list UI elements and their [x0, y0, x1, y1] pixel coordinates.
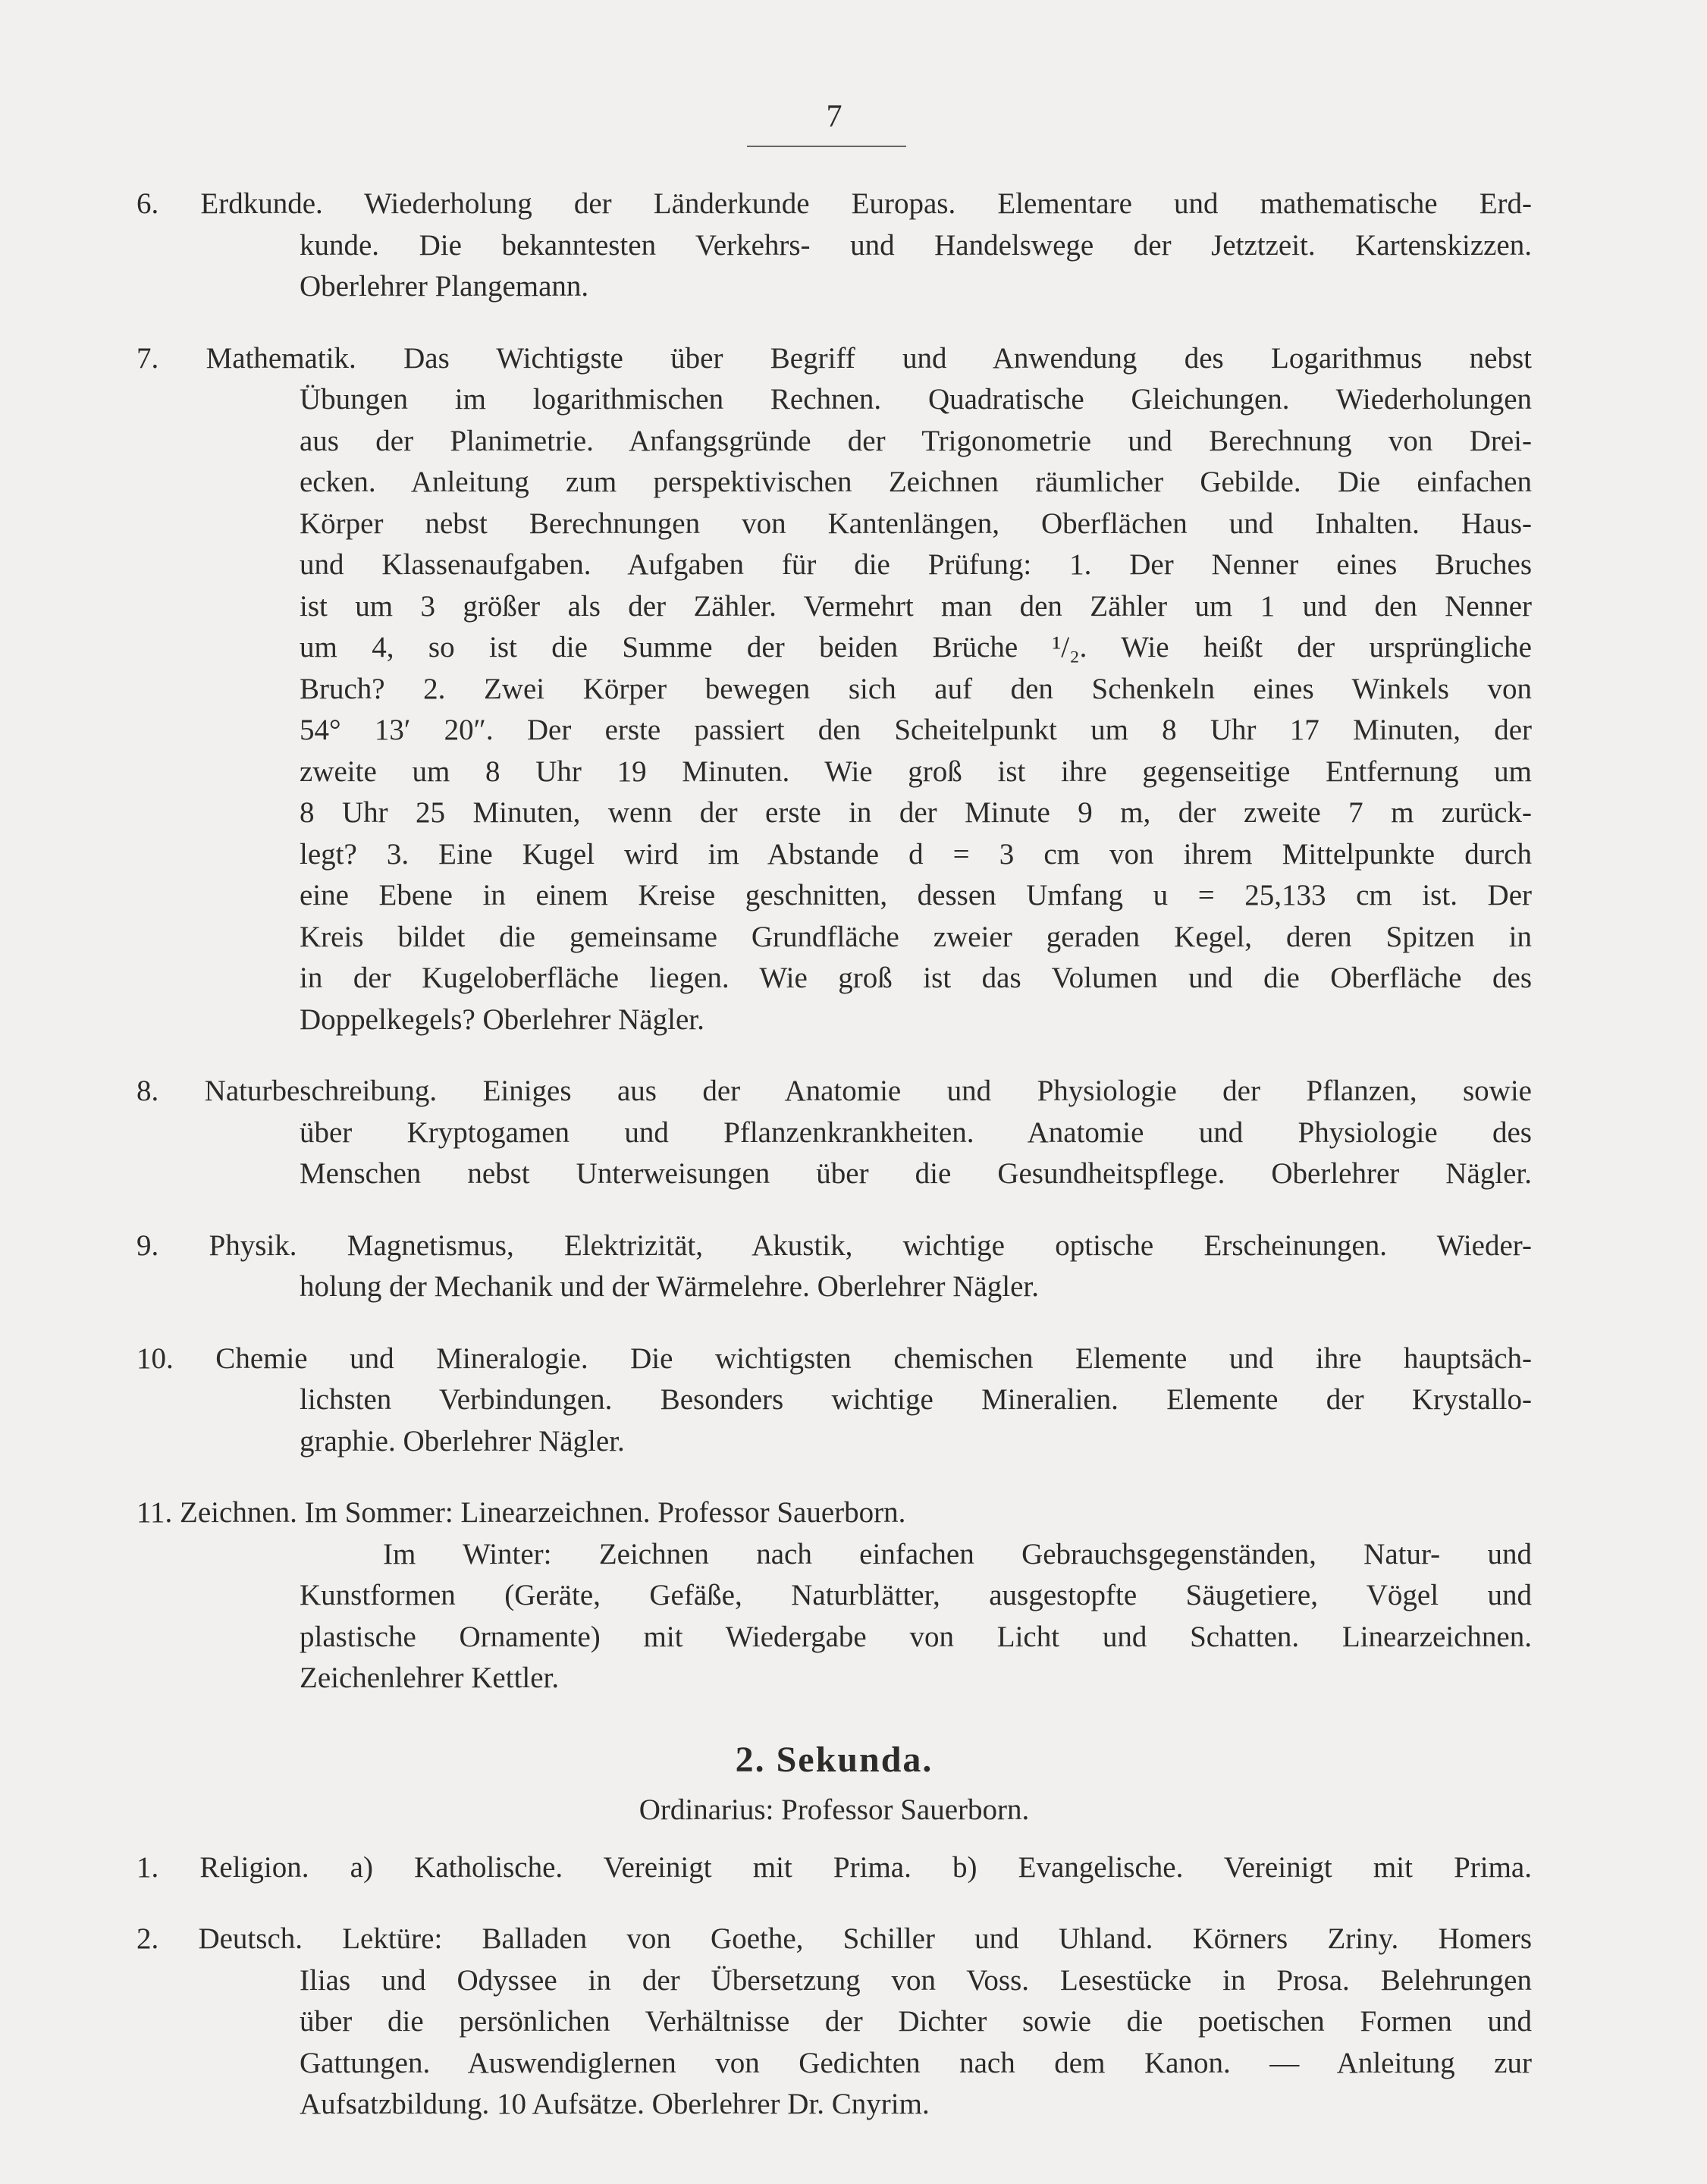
text-line: um 4, so ist die Summe der beiden Brüche ¹/₂. Wie heißt der ursprüngliche — [300, 631, 1532, 664]
text-line: Übungen im logarithmischen Rechnen. Quadratische Gleichungen. Wiederholungen — [300, 383, 1532, 416]
text-line: plastische Ornamente) mit Wiedergabe von Licht und Schatten. Linearzeichnen. — [300, 1620, 1532, 1653]
subject-zeichnen — [136, 1492, 1532, 1699]
text-line: über Kryptogamen und Pflanzenkrankheiten. Anatomie und Physiologie des — [300, 1116, 1532, 1149]
text-line: Ilias und Odyssee in der Übersetzung von Voss. Lesestücke in Prosa. Belehrungen — [300, 1963, 1532, 1997]
text-line: holung der Mechanik und der Wärmelehre. Oberlehrer Nägler. — [300, 1270, 1039, 1303]
text-line: über die persönlichen Verhältnisse der Dichter sowie die poetischen Formen und — [300, 2005, 1532, 2038]
text-line: Doppelkegels? Oberlehrer Nägler. — [300, 1003, 704, 1036]
section-subheading: Ordinarius: Professor Sauerborn. — [639, 1793, 1030, 1826]
section-heading: 2. Sekunda. — [735, 1739, 934, 1780]
text-line: aus der Planimetrie. Anfangsgründe der Trigonometrie und Berechnung von Drei- — [300, 424, 1532, 457]
text-line: 10. Chemie und Mineralogie. Die wichtigsten chemischen Elemente und ihre hauptsäch- — [136, 1341, 1532, 1375]
text-line: 2. Deutsch. Lektüre: Balladen von Goethe, Schiller und Uhland. Körners Zriny. Homers — [136, 1922, 1532, 1955]
subject-physik — [136, 1225, 1532, 1308]
text-line: Menschen nebst Unterweisungen über die Gesundheitspflege. Oberlehrer Nägler. — [300, 1157, 1532, 1190]
text-line: Kunstformen (Geräte, Gefäße, Naturblätter, ausgestopfte Säugetiere, Vögel und — [300, 1579, 1532, 1611]
document-body — [136, 184, 1532, 2156]
text-line: Oberlehrer Plangemann. — [300, 270, 589, 303]
text-line: 7. Mathematik. Das Wichtigste über Begriff und Anwendung des Logarithmus nebst — [136, 341, 1532, 375]
text-line: Im Winter: Zeichnen nach einfachen Gebrauchsgegenständen, Natur- und — [383, 1537, 1532, 1571]
text-line: 54° 13′ 20″. Der erste passiert den Scheitelpunkt um 8 Uhr 17 Minuten, der — [300, 714, 1532, 746]
subject-religion — [136, 1847, 1532, 1889]
page-number-rule — [747, 146, 906, 147]
text-line: ecken. Anleitung zum perspektivischen Zeichnen räumlicher Gebilde. Die einfachen — [300, 466, 1532, 498]
text-line: graphie. Oberlehrer Nägler. — [300, 1424, 625, 1458]
text-line: zweite um 8 Uhr 19 Minuten. Wie groß ist ihre gegenseitige Entfernung um — [300, 755, 1532, 788]
text-line: und Klassenaufgaben. Aufgaben für die Prüfung: 1. Der Nenner eines Bruches — [300, 548, 1532, 581]
text-line: 8 Uhr 25 Minuten, wenn der erste in der Minute 9 m, der zweite 7 m zurück- — [300, 796, 1532, 829]
subject-mathematik — [136, 338, 1532, 1041]
text-line: 8. Naturbeschreibung. Einiges aus der Anatomie und Physiologie der Pflanzen, sowie — [136, 1075, 1532, 1107]
text-line: 11. Zeichnen. Im Sommer: Linearzeichnen. Professor Sauerborn. — [136, 1496, 906, 1529]
text-line: lichsten Verbindungen. Besonders wichtige Mineralien. Elemente der Krystallo- — [300, 1383, 1532, 1416]
text-line: 1. Religion. a) Katholische. Vereinigt mit Prima. b) Evangelische. Vereinigt mit Prima. — [136, 1850, 1532, 1884]
text-line: Zeichenlehrer Kettler. — [300, 1662, 560, 1694]
page-number: 7 — [826, 99, 843, 134]
text-line: Gattungen. Auswendiglernen von Gedichten nach dem Kanon. — Anleitung zur — [300, 2046, 1532, 2079]
text-line: Kreis bildet die gemeinsame Grundfläche zweier geraden Kegel, deren Spitzen in — [300, 920, 1532, 953]
text-line: 9. Physik. Magnetismus, Elektrizität, Akustik, wichtige optische Erscheinungen. Wieder- — [136, 1228, 1532, 1262]
text-line: legt? 3. Eine Kugel wird im Abstande d = 3 cm von ihrem Mittelpunkte durch — [300, 837, 1532, 871]
subject-erdkunde — [136, 184, 1532, 308]
text-line: 6. Erdkunde. Wiederholung der Länderkunde Europas. Elementare und mathematische Erd- — [136, 187, 1532, 220]
text-line: ist um 3 größer als der Zähler. Vermehrt man den Zähler um 1 und den Nenner — [300, 589, 1532, 623]
text-line: Körper nebst Berechnungen von Kantenlängen, Oberflächen und Inhalten. Haus- — [300, 507, 1532, 540]
text-line: Bruch? 2. Zwei Körper bewegen sich auf den Schenkeln eines Winkels von — [300, 672, 1532, 705]
text-line: eine Ebene in einem Kreise geschnitten, dessen Umfang u = 25,133 cm ist. Der — [300, 879, 1532, 912]
subject-chemie — [136, 1338, 1532, 1463]
text-line: in der Kugeloberfläche liegen. Wie groß ist das Volumen und die Oberfläche des — [300, 962, 1532, 994]
text-line: kunde. Die bekanntesten Verkehrs- und Handelswege der Jetztzeit. Kartenskizzen. — [300, 228, 1532, 262]
subject-naturbeschreibung — [136, 1071, 1532, 1195]
subject-deutsch — [136, 1919, 1532, 2126]
text-line: Aufsatzbildung. 10 Aufsätze. Oberlehrer Dr. Cnyrim. — [300, 2088, 930, 2120]
